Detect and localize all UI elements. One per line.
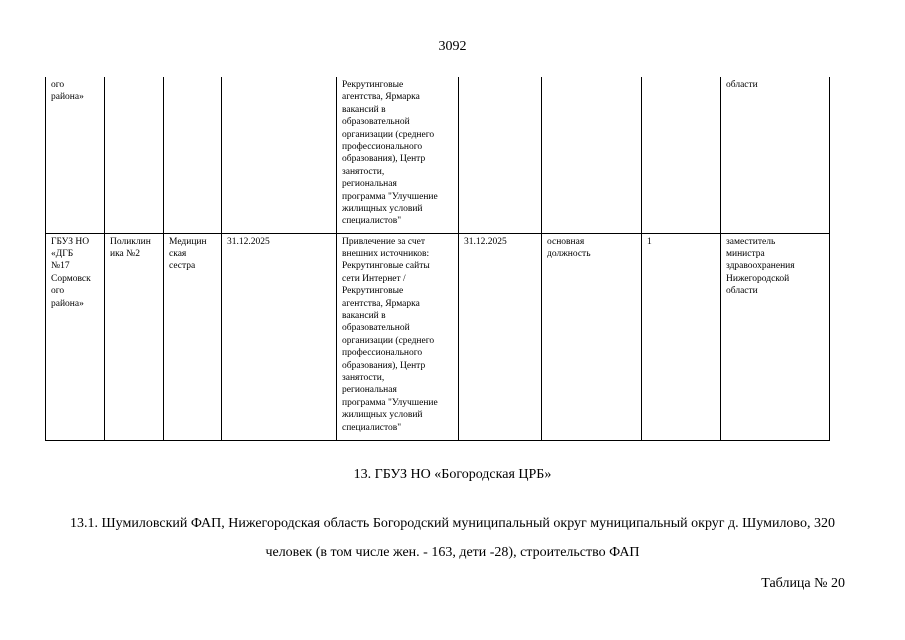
- table-row: [46, 77, 830, 233]
- table-cell: [105, 77, 164, 233]
- table-cell: [542, 77, 642, 233]
- page-number: 3092: [438, 39, 467, 54]
- table-cell: Привлечение за счет внешних источников: Рекрутинговые сайты сети Интернет / Рекрутинговые агентства, Ярмарка вакансий в образовательной организации (среднего профессионального образования), Центр занятости, региональная программа "Улучшение жилищных условий специалистов": [337, 233, 459, 440]
- table-cell: 31.12.2025: [222, 233, 337, 440]
- table-cell: ого района»: [46, 77, 105, 233]
- table-cell: 1: [642, 233, 721, 440]
- table-label: Таблица № 20: [761, 576, 845, 591]
- table-cell: Поликлин ика №2: [105, 233, 164, 440]
- staffing-table: [45, 77, 830, 441]
- table-cell: основная должность: [542, 233, 642, 440]
- table-cell: [222, 77, 337, 233]
- table-cell: [459, 77, 542, 233]
- table-cell: Медицин ская сестра: [164, 233, 222, 440]
- table-cell: 31.12.2025: [459, 233, 542, 440]
- table-cell: [642, 77, 721, 233]
- section-heading: 13. ГБУЗ НО «Богородская ЦРБ»: [353, 467, 552, 482]
- table-cell: Рекрутинговые агентства, Ярмарка вакансий в образовательной организации (среднего профессионального образования), Центр занятости, региональная программа "Улучшение жилищных условий специалистов": [337, 77, 459, 233]
- table-cell: заместитель министра здравоохранения Нижегородской области: [721, 233, 830, 440]
- table-cell: [164, 77, 222, 233]
- table-cell: ГБУЗ НО «ДГБ №17 Сормовск ого района»: [46, 233, 105, 440]
- table-row: [46, 233, 830, 440]
- table-cell: области: [721, 77, 830, 233]
- subsection-text: 13.1. Шумиловский ФАП, Нижегородская область Богородский муниципальный округ муниципальный округ д. Шумилово, 320 человек (в том числе жен. - 163, дети -28), строительство ФАП: [70, 516, 835, 560]
